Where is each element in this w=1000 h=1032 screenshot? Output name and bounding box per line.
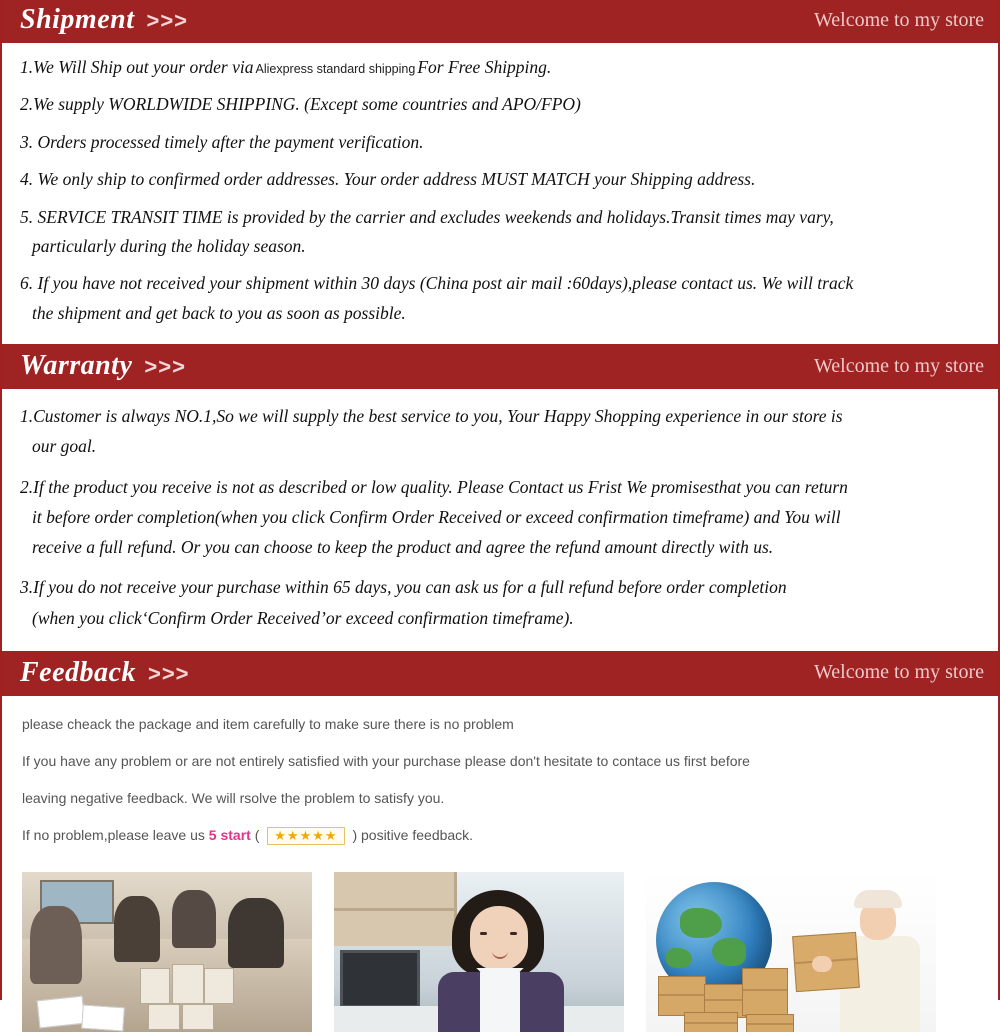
feedback-title: Feedback [20,656,136,688]
feedback-line-3: leaving negative feedback. We will rsolve the problem to satisfy you. [22,789,445,806]
shipment-line-1-post: For Free Shipping. [417,57,552,77]
star-icons: ★★★★★ [267,827,344,845]
shipment-welcome-text: Welcome to my store [813,8,984,31]
star-line-post: positive feedback. [361,826,474,843]
shipment-line-5: 5. SERVICE TRANSIT TIME is provided by the carrier and excludes weekends and holidays.Transit times may vary, [20,206,834,227]
star-line-pre: If no problem,please leave us [22,826,205,843]
shipment-line-5-cont: particularly during the holiday season. [32,235,306,256]
feedback-line-2: If you have any problem or are not entirely satisfied with your purchase please don't hesitate to contace us first before [22,752,750,769]
shipment-title: Shipment [20,4,135,35]
shipment-line-4: 4. We only ship to confirmed order addresses. Your order address MUST MATCH your Shipping address. [20,169,756,190]
warranty-body [2,389,998,651]
warranty-line-3-cont: (when you click‘Confirm Order Received’or exceed confirmation timeframe). [32,607,574,628]
shipment-line-6: 6. If you have not received your shipment within 30 days (China post air mail :60days),please contact us. We will track [20,273,854,294]
section-header-shipment [2,0,998,40]
warranty-line-1-cont: our goal. [32,436,97,457]
photo-customer-service [334,872,624,1032]
shipment-line-3: 3. Orders processed timely after the payment verification. [20,131,424,152]
warranty-line-3: 3.If you do not receive your purchase within 65 days, you can ask us for a full refund before order completion [20,577,787,598]
shipment-line-1 [18,55,982,80]
warranty-line-1: 1.Customer is always NO.1,So we will supply the best service to you, Your Happy Shopping experience in our store is [20,406,843,426]
feedback-line-1: please cheack the package and item carefully to make sure there is no problem [22,715,514,732]
chevron-right-icon: >>> [146,8,189,33]
shipment-line-6-cont: the shipment and get back to you as soon as possible. [32,302,406,323]
shipment-carrier-name: Aliexpress standard shipping [255,62,416,76]
feedback-welcome-text: Welcome to my store [813,661,984,684]
feedback-body [2,696,998,866]
warranty-line-2-cont-b: receive a full refund. Or you can choose to keep the product and agree the refund amount directly with us. [32,537,774,557]
star-rating-highlight: 5 start [208,826,251,843]
photo-office-packing [22,872,312,1032]
star-line-open-paren: ( [254,826,260,843]
section-header-warranty [2,346,998,386]
chevron-right-icon: >>> [147,660,190,686]
feedback-star-line [22,825,978,846]
chevron-right-icon: >>> [144,354,186,379]
warranty-welcome-text: Welcome to my store [813,354,984,377]
photo-delivery-globe [646,872,936,1032]
warranty-line-2: 2.If the product you receive is not as described or low quality. Please Contact us Frist We promisesthat you can return [20,476,848,497]
section-header-feedback [2,653,998,693]
warranty-header-left [20,352,186,380]
shipment-header-left [20,6,188,34]
star-line-close-paren: ) [352,826,358,843]
feedback-header-left [20,656,190,688]
feedback-photo-strip [2,866,998,1032]
warranty-line-2-cont-a: it before order completion(when you click Confirm Order Received or exceed confirmation timeframe) and You will [32,506,841,527]
shipment-body [2,43,998,344]
shipment-line-1-pre: 1.We Will Ship out your order via [20,57,254,77]
warranty-title: Warranty [20,350,133,381]
shipment-line-2: 2.We supply WORLDWIDE SHIPPING. (Except some countries and APO/FPO) [20,94,581,115]
